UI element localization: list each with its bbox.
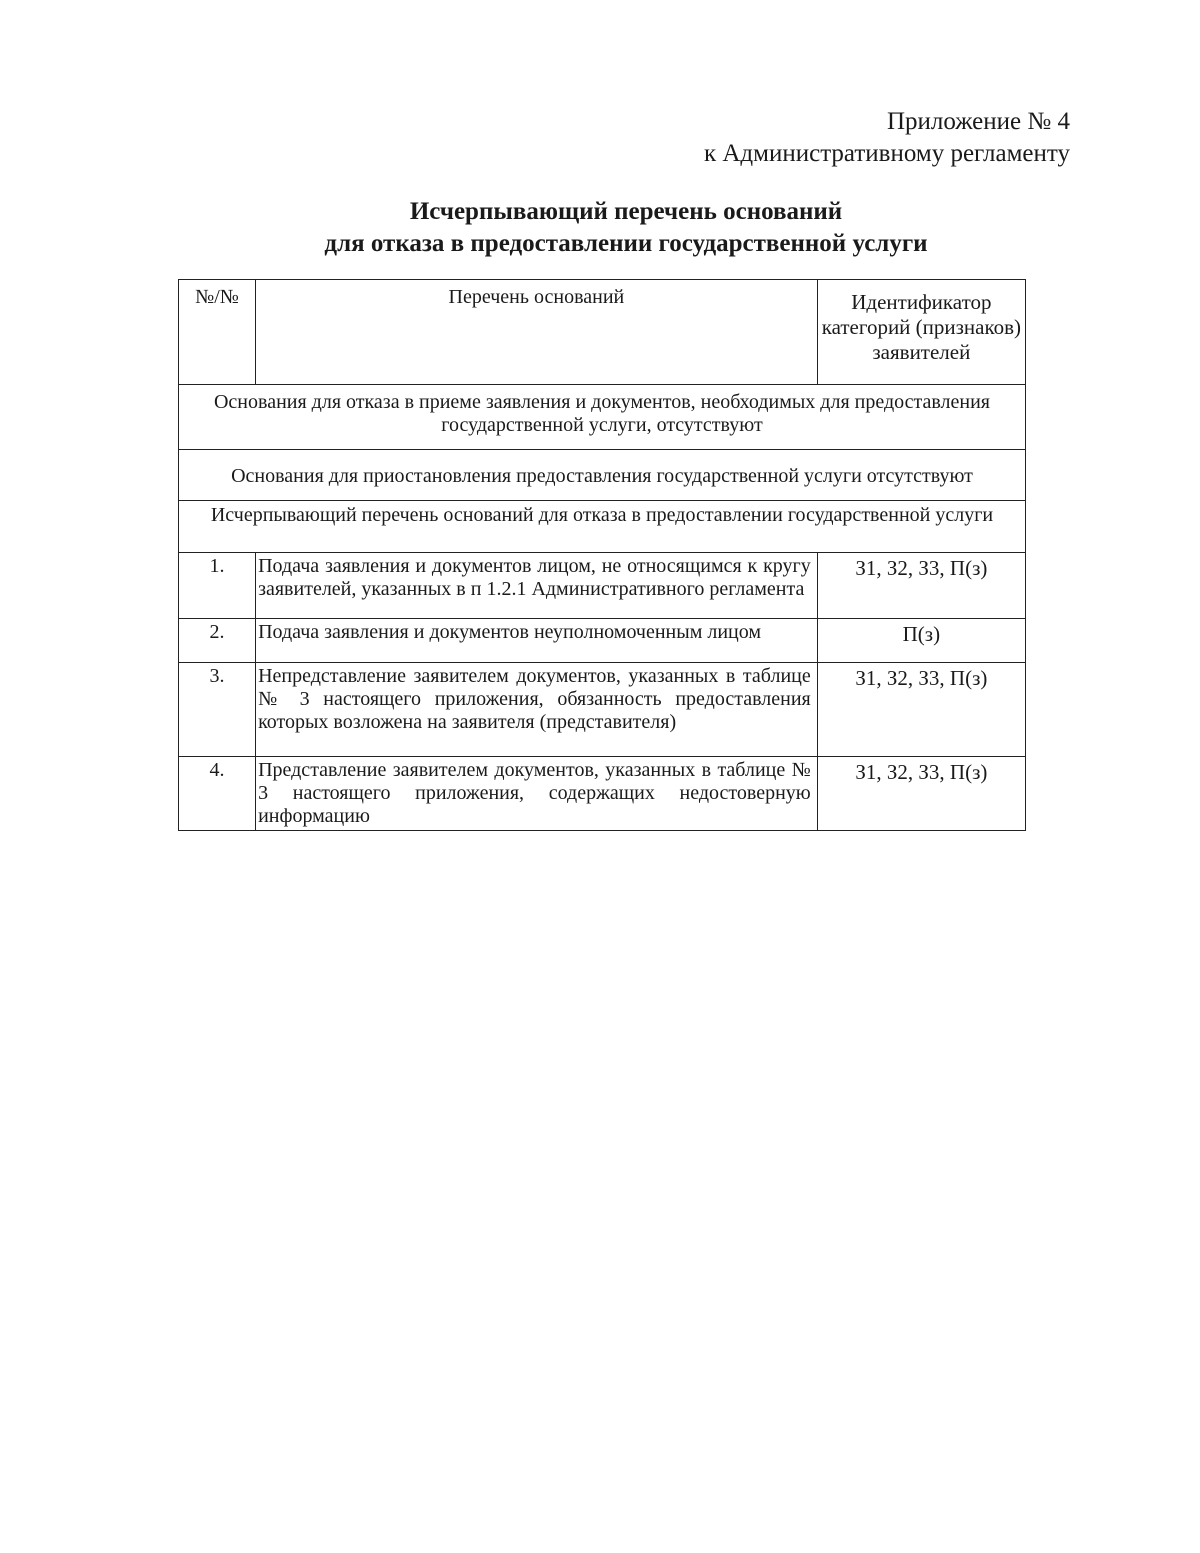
appendix-note xyxy=(704,106,1070,170)
header-grounds-list: Перечень оснований xyxy=(256,280,818,385)
section-suspension-row xyxy=(179,450,1026,501)
row-ground-text: Представление заявителем документов, указанных в таблице № 3 настоящего приложения, содержащих недостоверную информацию xyxy=(256,757,818,831)
section-reception: Основания для отказа в приеме заявления и документов, необходимых для предоставления государственной услуги, отсутствуют xyxy=(179,385,1026,450)
grounds-table xyxy=(178,279,1026,831)
row-ground-text: Подача заявления и документов неуполномоченным лицом xyxy=(256,619,818,663)
table-header-row xyxy=(179,280,1026,385)
section-reception-row xyxy=(179,385,1026,450)
row-category-id: З1, З2, З3, П(з) xyxy=(817,553,1025,619)
row-ground-text: Непредставление заявителем документов, указанных в таблице № 3 настоящего приложения, обязанность предоставления которых возложена на заявителя (представителя) xyxy=(256,663,818,757)
row-category-id: П(з) xyxy=(817,619,1025,663)
row-number: 3. xyxy=(179,663,256,757)
section-refusal-row xyxy=(179,501,1026,553)
row-number: 1. xyxy=(179,553,256,619)
table-row xyxy=(179,663,1026,757)
table-row xyxy=(179,553,1026,619)
row-number: 2. xyxy=(179,619,256,663)
table-row xyxy=(179,619,1026,663)
section-suspension: Основания для приостановления предоставления государственной услуги отсутствуют xyxy=(179,450,1026,501)
header-number: №/№ xyxy=(179,280,256,385)
header-applicant-category-id: Идентификатор категорий (признаков) заявителей xyxy=(817,280,1025,385)
section-refusal: Исчерпывающий перечень оснований для отказа в предоставлении государственной услуги xyxy=(179,501,1026,553)
title-line-2: для отказа в предоставлении государственной услуги xyxy=(324,230,928,257)
table-row xyxy=(179,757,1026,831)
row-number: 4. xyxy=(179,757,256,831)
row-category-id: З1, З2, З3, П(з) xyxy=(817,663,1025,757)
row-category-id: З1, З2, З3, П(з) xyxy=(817,757,1025,831)
appendix-number: Приложение № 4 xyxy=(886,108,1070,135)
appendix-reference: к Административному регламенту xyxy=(703,140,1070,167)
row-ground-text: Подача заявления и документов лицом, не относящимся к кругу заявителей, указанных в п 1.2.1 Административного регламента xyxy=(256,553,818,619)
document-title xyxy=(0,196,1200,260)
title-line-1: Исчерпывающий перечень оснований xyxy=(409,198,843,225)
